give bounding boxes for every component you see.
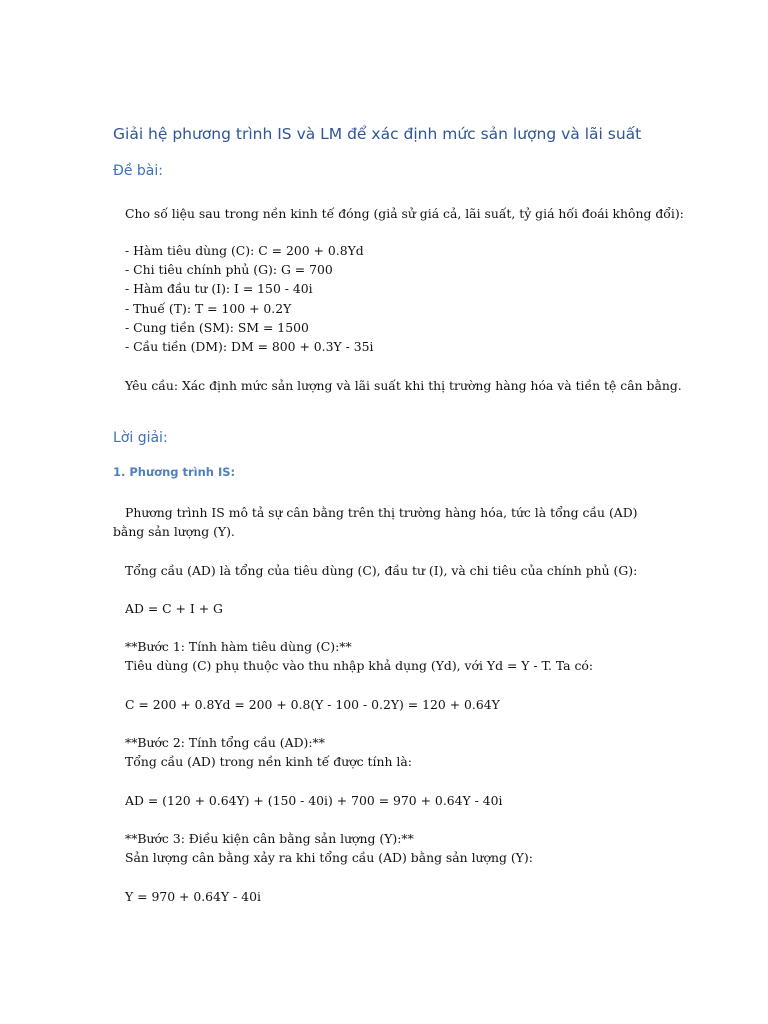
step2-title: **Bước 2: Tính tổng cầu (AD):** [125,735,325,750]
list-item: - Hàm tiêu dùng (C): C = 200 + 0.8Yd [125,243,364,258]
problem-requirement: Yêu cầu: Xác định mức sản lượng và lãi suất khi thị trường hàng hóa và tiền tệ cân bằng. [125,378,682,393]
list-item: - Hàm đầu tư (I): I = 150 - 40i [125,281,313,297]
step1-formula: C = 200 + 0.8Yd = 200 + 0.8(Y - 100 - 0.2Y) = 120 + 0.64Y [125,697,500,712]
problem-heading: Đề bài: [113,163,163,179]
step3-formula: Y = 970 + 0.64Y - 40i [125,889,261,904]
list-item: - Cung tiền (SM): SM = 1500 [125,319,309,335]
document-title: Giải hệ phương trình IS và LM để xác định mức sản lượng và lãi suất [113,125,642,143]
list-item: - Chi tiêu chính phủ (G): G = 700 [125,262,333,278]
step2-formula: AD = (120 + 0.64Y) + (150 - 40i) + 700 = 970 + 0.64Y - 40i [125,793,503,808]
step1-title: **Bước 1: Tính hàm tiêu dùng (C):** [125,639,352,654]
section-is-heading: 1. Phương trình IS: [113,465,236,479]
is-description: Phương trình IS mô tả sự cân bằng trên thị trường hàng hóa, tức là tổng cầu (AD) bằng sản lượng (Y). [113,505,638,539]
step3-text: Sản lượng cân bằng xảy ra khi tổng cầu (AD) bằng sản lượng (Y): [125,850,533,865]
problem-intro: Cho số liệu sau trong nền kinh tế đóng (giả sử giá cả, lãi suất, tỷ giá hối đoái không đổi): [125,206,684,221]
step3-title: **Bước 3: Điều kiện cân bằng sản lượng (Y):** [125,831,414,846]
solution-heading: Lời giải: [113,430,168,446]
step2-text: Tổng cầu (AD) trong nền kinh tế được tính là: [125,754,412,769]
list-item: - Thuế (T): T = 100 + 0.2Y [125,300,292,316]
step1-text: Tiêu dùng (C) phụ thuộc vào thu nhập khả dụng (Yd), với Yd = Y - T. Ta có: [125,658,594,673]
ad-intro: Tổng cầu (AD) là tổng của tiêu dùng (C), đầu tư (I), và chi tiêu của chính phủ (G): [125,563,638,578]
given-data-list [125,241,373,356]
list-item: - Cầu tiền (DM): DM = 800 + 0.3Y - 35i [125,339,374,355]
ad-formula: AD = C + I + G [125,601,223,616]
